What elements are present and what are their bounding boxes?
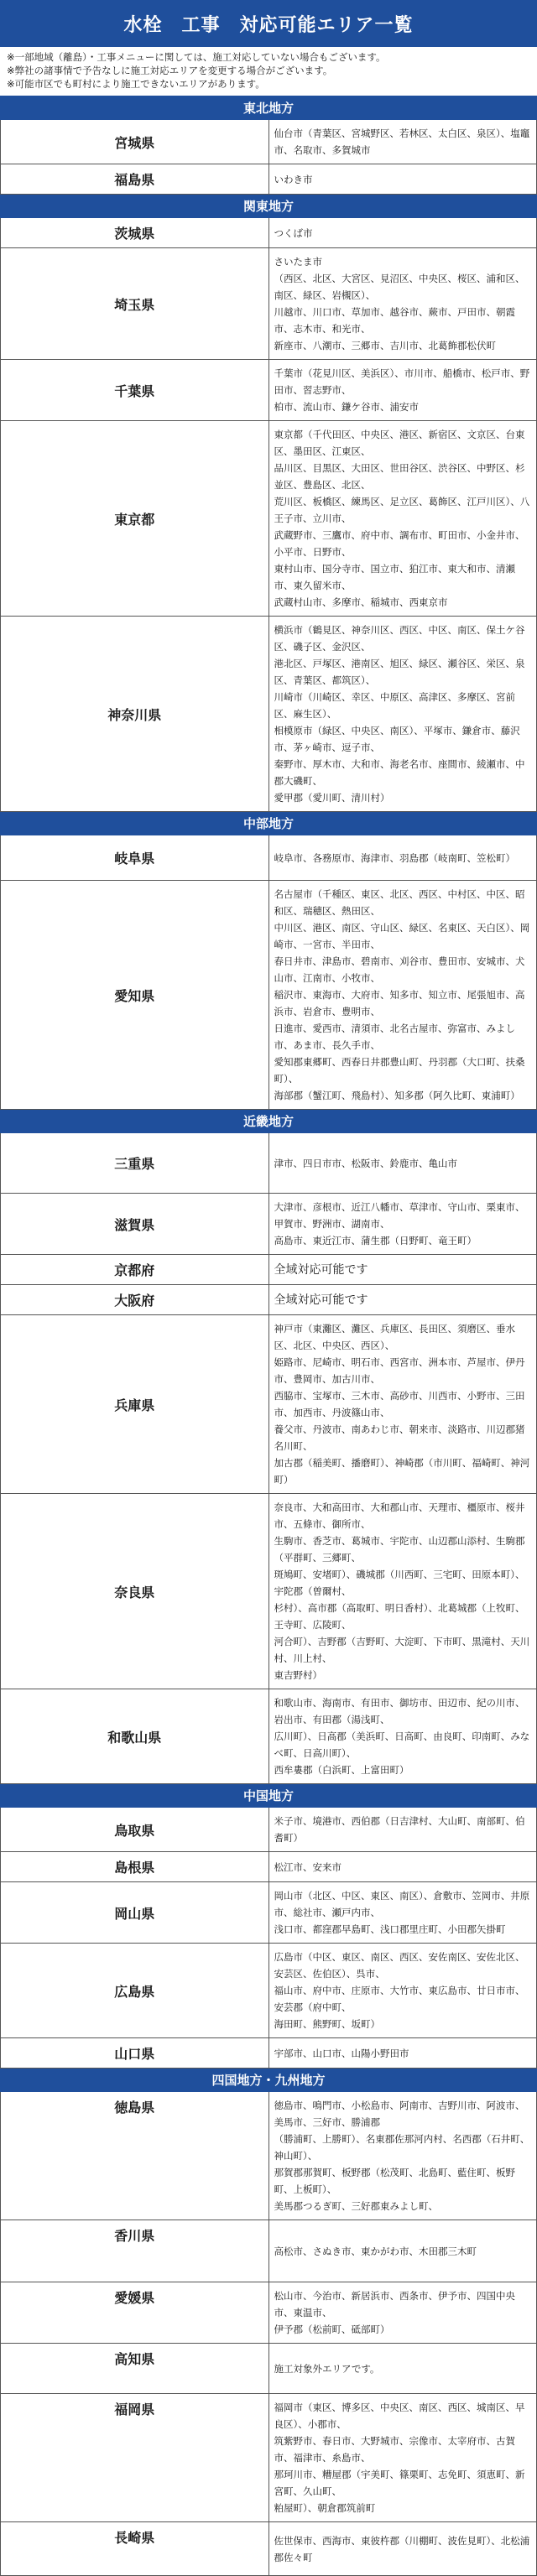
pref-name: 岡山県 — [1, 1882, 269, 1944]
pref-cities: 福岡市（東区、博多区、中央区、南区、西区、城南区、早良区）、小郡市、 筑紫野市、春日市、大野城市、宗像市、太宰府市、古賀市、福津市、糸島市、 那珂川市、糟屋郡（宇美町、篠栗町、志免町、須恵町、新宮町、久山町、 粕屋町）、朝倉郡筑前町 — [268, 2394, 537, 2522]
pref-row-aichi — [1, 881, 537, 1110]
pref-name: 愛知県 — [1, 881, 269, 1110]
page-title: 水栓 工事 対応可能エリア一覧 — [0, 0, 537, 47]
pref-cities: 松山市、今治市、新居浜市、西条市、伊予市、四国中央市、東温市、 伊予郡（松前町、砥部町） — [268, 2282, 537, 2344]
pref-cities: 広島市（中区、東区、南区、西区、安佐南区、安佐北区、安芸区、佐伯区）、呉市、 福山市、府中市、庄原市、大竹市、東広島市、廿日市市、安芸郡（府中町、 海田町、熊野町、坂町） — [268, 1944, 537, 2038]
pref-name: 東京都 — [1, 421, 269, 617]
region-header-kinki — [1, 1110, 537, 1133]
pref-name: 島根県 — [1, 1852, 269, 1882]
pref-row-gifu — [1, 835, 537, 881]
region-header-shikoku-kyushu — [1, 2069, 537, 2092]
pref-name: 宮城県 — [1, 120, 269, 164]
pref-name: 広島県 — [1, 1944, 269, 2038]
pref-row-tokyo — [1, 421, 537, 617]
note-2: ※弊社の諸事情で予告なしに施工対応エリアを変更する場合がございます。 — [7, 65, 333, 76]
pref-row-nara — [1, 1494, 537, 1689]
pref-cities: 名古屋市（千種区、東区、北区、西区、中村区、中区、昭和区、瑞穂区、熱田区、 中川区、港区、南区、守山区、緑区、名東区、天白区）、岡崎市、一宮市、半田市、 春日井市、津島市、碧南市、刈谷市、豊田市、安城市、犬山市、江南市、小牧市、 稲沢市、東海市、大府市、知多市、知立市、尾張旭市、高浜市、岩倉市、豊明市、 日進市、愛西市、清須市、北名古屋市、弥富市、みよし市、あま市、長久手市、 愛知郡東郷町、西春日井郡豊山町、丹羽郡（大口町、扶桑町）、 海部郡（蟹江町、飛島村）、知多郡（阿久比町、東浦町） — [268, 881, 537, 1110]
pref-cities: 横浜市（鶴見区、神奈川区、西区、中区、南区、保土ケ谷区、磯子区、金沢区、 港北区、戸塚区、港南区、旭区、緑区、瀬谷区、栄区、泉区、青葉区、都筑区）、 川崎市（川崎区、幸区、中原区、高津区、多摩区、宮前区、麻生区）、 相模原市（緑区、中央区、南区）、平塚市、鎌倉市、藤沢市、茅ヶ崎市、逗子市、 秦野市、厚木市、大和市、海老名市、座間市、綾瀬市、中郡大磯町、 愛甲郡（愛川町、清川村） — [268, 617, 537, 812]
pref-cities: 高松市、さぬき市、東かがわ市、木田郡三木町 — [268, 2220, 537, 2282]
pref-row-kagawa — [1, 2220, 537, 2282]
note-3: ※可能市区でも町村により施工できないエリアがあります。 — [7, 78, 265, 90]
notes — [0, 47, 537, 96]
region-header-kanto — [1, 195, 537, 218]
pref-name: 千葉県 — [1, 360, 269, 421]
pref-row-hyogo — [1, 1315, 537, 1494]
region-label: 近畿地方 — [1, 1110, 537, 1133]
pref-cities: 仙台市（青葉区、宮城野区、若林区、太白区、泉区）、塩竈市、名取市、多賀城市 — [268, 120, 537, 164]
pref-cities: 岡山市（北区、中区、東区、南区）、倉敷市、笠岡市、井原市、総社市、瀬戸内市、 浅口市、都窪郡早島町、浅口郡里庄町、小田郡矢掛町 — [268, 1882, 537, 1944]
area-table — [0, 96, 537, 2576]
pref-name: 高知県 — [1, 2344, 269, 2394]
region-header-chubu — [1, 812, 537, 835]
pref-name: 和歌山県 — [1, 1689, 269, 1784]
pref-name: 愛媛県 — [1, 2282, 269, 2344]
pref-row-okayama — [1, 1882, 537, 1944]
pref-cities: 千葉市（花見川区、美浜区）、市川市、船橋市、松戸市、野田市、習志野市、 柏市、流山市、鎌ケ谷市、浦安市 — [268, 360, 537, 421]
pref-cities: 津市、四日市市、松阪市、鈴鹿市、亀山市 — [268, 1133, 537, 1194]
pref-cities: つくば市 — [268, 218, 537, 248]
pref-name: 兵庫県 — [1, 1315, 269, 1494]
pref-cities: 宇部市、山口市、山陽小野田市 — [268, 2038, 537, 2069]
pref-name: 京都府 — [1, 1255, 269, 1285]
pref-cities: 東京都（千代田区、中央区、港区、新宿区、文京区、台東区、墨田区、江東区、 品川区、目黒区、大田区、世田谷区、渋谷区、中野区、杉並区、豊島区、北区、 荒川区、板橋区、練馬区、足立区、葛飾区、江戸川区）、八王子市、立川市、 武蔵野市、三鷹市、府中市、調布市、町田市、小金井市、小平市、日野市、 東村山市、国分寺市、国立市、狛江市、東大和市、清瀬市、東久留米市、 武蔵村山市、多摩市、稲城市、西東京市 — [268, 421, 537, 617]
region-label: 四国地方・九州地方 — [1, 2069, 537, 2092]
region-label: 関東地方 — [1, 195, 537, 218]
pref-row-mie — [1, 1133, 537, 1194]
pref-name: 滋賀県 — [1, 1194, 269, 1255]
pref-cities: 奈良市、大和高田市、大和郡山市、天理市、橿原市、桜井市、五條市、御所市、 生駒市、香芝市、葛城市、宇陀市、山辺郡山添村、生駒郡（平群町、三郷町、 斑鳩町、安堵町）、磯城郡（川西町、三宅町、田原本町）、宇陀郡（曽爾村、 杉村）、高市郡（高取町、明日香村）、北葛城郡（上牧町、王寺町、広陵町、 河合町）、吉野郡（吉野町、大淀町、下市町、黒滝村、天川村、川上村、 東吉野村） — [268, 1494, 537, 1689]
pref-name: 埼玉県 — [1, 248, 269, 360]
pref-name: 徳島県 — [1, 2092, 269, 2220]
pref-cities: 全域対応可能です — [268, 1255, 537, 1285]
pref-row-chiba — [1, 360, 537, 421]
pref-name: 岐阜県 — [1, 835, 269, 881]
pref-row-tottori — [1, 1808, 537, 1852]
pref-name: 福岡県 — [1, 2394, 269, 2522]
pref-row-kochi — [1, 2344, 537, 2394]
pref-name: 福島県 — [1, 164, 269, 195]
pref-name: 奈良県 — [1, 1494, 269, 1689]
pref-cities: さいたま市 （西区、北区、大宮区、見沼区、中央区、桜区、浦和区、南区、緑区、岩槻区）、 川越市、川口市、草加市、越谷市、蕨市、戸田市、朝霞市、志木市、和光市、 新座市、八潮市、三郷市、吉川市、北葛飾郡松伏町 — [268, 248, 537, 360]
pref-cities: 全域対応可能です — [268, 1285, 537, 1315]
pref-name: 神奈川県 — [1, 617, 269, 812]
pref-cities: 佐世保市、西海市、東彼杵郡（川棚町、波佐見町）、北松浦郡佐々町 — [268, 2522, 537, 2576]
pref-cities: 大津市、彦根市、近江八幡市、草津市、守山市、栗東市、甲賀市、野洲市、湖南市、 高島市、東近江市、蒲生郡（日野町、竜王町） — [268, 1194, 537, 1255]
pref-row-hiroshima — [1, 1944, 537, 2038]
region-header-chugoku — [1, 1784, 537, 1808]
pref-name: 山口県 — [1, 2038, 269, 2069]
pref-row-tokushima — [1, 2092, 537, 2220]
pref-row-kanagawa — [1, 617, 537, 812]
pref-name: 茨城県 — [1, 218, 269, 248]
pref-cities: 施工対象外エリアです。 — [268, 2344, 537, 2394]
note-1: ※一部地域（離島）・工事メニューに関しては、施工対応していない場合もございます。 — [7, 51, 386, 63]
pref-cities: 岐阜市、各務原市、海津市、羽島郡（岐南町、笠松町） — [268, 835, 537, 881]
pref-row-nagasaki — [1, 2522, 537, 2576]
pref-row-wakayama — [1, 1689, 537, 1784]
pref-row-saitama — [1, 248, 537, 360]
region-label: 中国地方 — [1, 1784, 537, 1808]
region-label: 東北地方 — [1, 96, 537, 120]
region-header-tohoku — [1, 96, 537, 120]
region-label: 中部地方 — [1, 812, 537, 835]
pref-cities: いわき市 — [268, 164, 537, 195]
pref-cities: 松江市、安来市 — [268, 1852, 537, 1882]
pref-row-kyoto — [1, 1255, 537, 1285]
pref-row-ibaraki — [1, 218, 537, 248]
pref-row-ehime — [1, 2282, 537, 2344]
pref-name: 大阪府 — [1, 1285, 269, 1315]
pref-row-miyagi — [1, 120, 537, 164]
pref-cities: 米子市、境港市、西伯郡（日吉津村、大山町、南部町、伯耆町） — [268, 1808, 537, 1852]
pref-cities: 徳島市、鳴門市、小松島市、阿南市、吉野川市、阿波市、美馬市、三好市、勝浦郡 （勝浦町、上勝町）、名東郡佐那河内村、名西郡（石井町、神山町）、 那賀郡那賀町、板野郡（松茂町、北島町、藍住町、板野町、上板町）、 美馬郡つるぎ町、三好郡東みよし町、 — [268, 2092, 537, 2220]
pref-row-yamaguchi — [1, 2038, 537, 2069]
pref-row-shiga — [1, 1194, 537, 1255]
pref-cities: 神戸市（東灘区、灘区、兵庫区、長田区、須磨区、垂水区、北区、中央区、西区）、 姫路市、尼崎市、明石市、西宮市、洲本市、芦屋市、伊丹市、豊岡市、加古川市、 西脇市、宝塚市、三木市、高砂市、川西市、小野市、三田市、加西市、丹波篠山市、 養父市、丹波市、南あわじ市、朝来市、淡路市、川辺郡猪名川町、 加古郡（稲美町、播磨町）、神崎郡（市川町、福崎町、神河町） — [268, 1315, 537, 1494]
pref-name: 長崎県 — [1, 2522, 269, 2576]
pref-name: 鳥取県 — [1, 1808, 269, 1852]
pref-row-shimane — [1, 1852, 537, 1882]
pref-name: 香川県 — [1, 2220, 269, 2282]
pref-name: 三重県 — [1, 1133, 269, 1194]
pref-row-fukushima — [1, 164, 537, 195]
pref-row-fukuoka — [1, 2394, 537, 2522]
pref-row-osaka — [1, 1285, 537, 1315]
pref-cities: 和歌山市、海南市、有田市、御坊市、田辺市、紀の川市、岩出市、有田郡（湯浅町、 広川町）、日高郡（美浜町、日高町、由良町、印南町、みなべ町、日高川町）、 西牟婁郡（白浜町、上富田町） — [268, 1689, 537, 1784]
